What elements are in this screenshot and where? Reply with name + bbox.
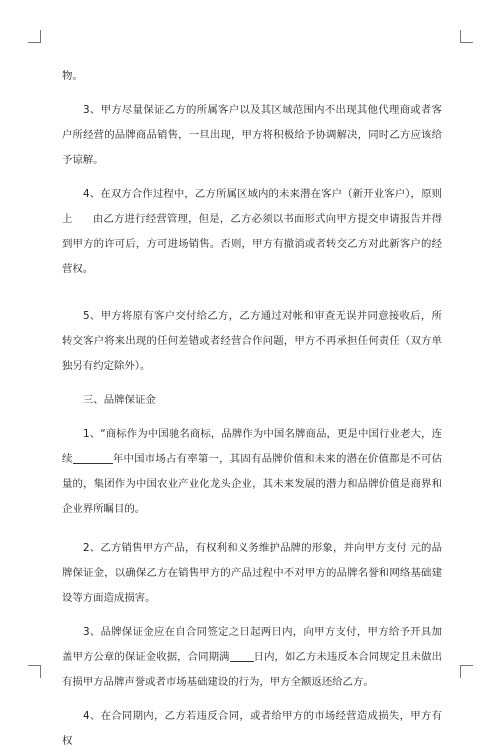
paragraph-continuation: 物。 (62, 70, 83, 82)
clause-4 (62, 182, 442, 282)
clause-4-part-2: 由乙方进行经营管理，但是，乙方必须以书面形式向甲方提交申请报告并得到甲方的许可后，方可进场销售。否则，甲方有撤消或者转交乙方对此新客户的经营权。 (62, 213, 443, 275)
deposit-clause-3 (62, 620, 442, 695)
crop-mark-top-right (460, 30, 473, 43)
crop-mark-top-left (28, 30, 41, 43)
deposit-clause-4: 4、在合同期内，乙方若违反合同，或者给甲方的市场经营造成损失，甲方有权 (62, 710, 442, 747)
clause-5: 5、甲方将原有客户交付给乙方，乙方通过对帐和审查无误并同意接收后，所转交客户将来出现的任何差错或者经营合作问题，甲方不再承担任何责任（双方单独另有约定除外）。 (62, 310, 442, 372)
blank-line (230, 649, 254, 662)
blank-line (73, 451, 113, 464)
clause-4-part-1: 4、在双方合作过程中，乙方所属区域内的未来潜在客户（新开业客户），原则上 (62, 188, 442, 225)
deposit-clause-1-part-1: 1、“商标作为中国驰名商标，品牌作为中国名牌商品，更是中国行业老大，连续 (62, 428, 442, 465)
deposit-clause-1-part-2: 年中国市场占有率第一，其固有品牌价值和未来的潜在价值都是不可估量的，集团作为中国农业产业化龙头企业，其未来发展的潜力和品牌价值是商界和企业界所瞩目的。 (62, 453, 442, 515)
crop-mark-bottom-right (460, 665, 473, 678)
clause-3: 3、甲方尽量保证乙方的所属客户以及其区域范围内不出现其他代理商或者客户所经营的品牌商品销售，一旦出现，甲方将积极给予协调解决，同时乙方应该给予谅解。 (62, 104, 442, 166)
deposit-clause-1 (62, 422, 442, 522)
deposit-clause-2: 2、乙方销售甲方产品，有权利和义务维护品牌的形象，并向甲方支付 元的品牌保证金，以确保乙方在销售甲方的产品过程中不对甲方的品牌名誉和网络基础建设等方面造成损害。 (62, 542, 442, 604)
document-body (62, 64, 442, 754)
section-heading-brand-deposit: 三、品牌保证金 (83, 394, 156, 406)
crop-mark-bottom-left (28, 665, 41, 678)
deposit-clause-3-part-2: 日内，如乙方未违反本合同规定且未做出有损甲方品牌声誉或者市场基础建设的行为，甲方全额返还给乙方。 (62, 651, 443, 688)
deposit-clause-3-part-1: 3、品牌保证金应在自合同签定之日起两日内，向甲方支付，甲方给予开具加盖甲方公章的保证金收据，合同期满 (62, 626, 442, 663)
